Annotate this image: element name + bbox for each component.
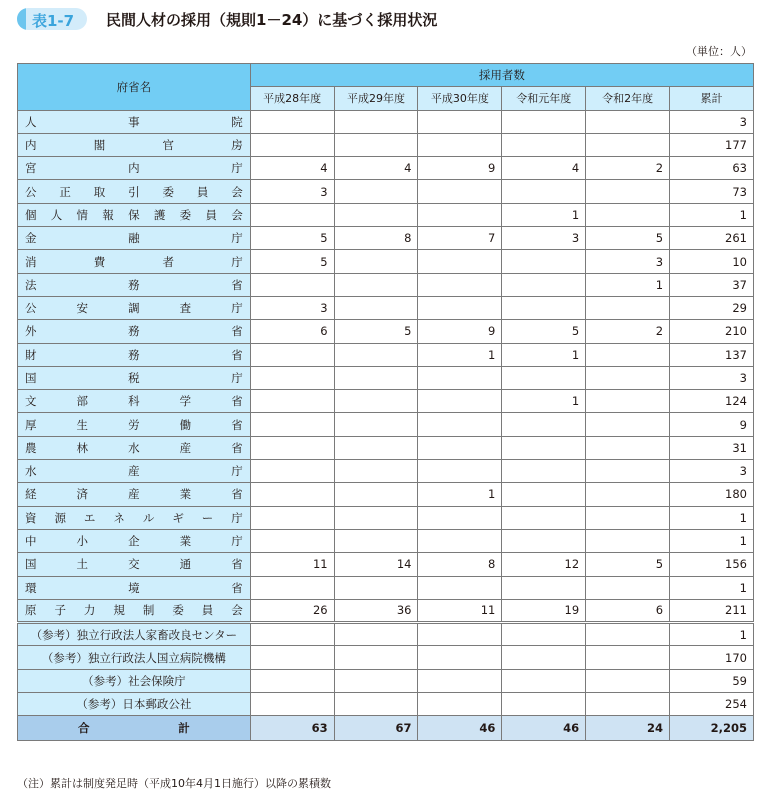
value-cell: 46 (418, 716, 502, 741)
value-cell (586, 343, 670, 366)
value-cell (250, 390, 334, 413)
ministry-name: 中小企業庁 (18, 529, 251, 552)
value-cell (418, 623, 502, 646)
value-cell (586, 693, 670, 716)
value-cell: 180 (670, 483, 754, 506)
value-cell: 1 (502, 390, 586, 413)
value-cell (502, 529, 586, 552)
value-cell (502, 623, 586, 646)
value-cell (502, 506, 586, 529)
value-cell (502, 273, 586, 296)
value-cell: 46 (502, 716, 586, 741)
value-cell: 37 (670, 273, 754, 296)
value-cell (334, 133, 418, 156)
value-cell (502, 133, 586, 156)
table-row (18, 320, 754, 343)
value-cell: 2 (586, 320, 670, 343)
table-row (18, 436, 754, 459)
value-cell (586, 133, 670, 156)
value-cell: 6 (586, 599, 670, 622)
value-cell (334, 623, 418, 646)
value-cell: 3 (670, 460, 754, 483)
value-cell (418, 273, 502, 296)
table-row (18, 623, 754, 646)
table-row (18, 203, 754, 226)
value-cell (250, 529, 334, 552)
ministry-name: 合計 (18, 716, 251, 741)
ministry-name: 原子力規制委員会 (18, 599, 251, 622)
value-cell: 6 (250, 320, 334, 343)
value-cell (418, 390, 502, 413)
value-cell (502, 413, 586, 436)
header-col: 平成30年度 (418, 87, 502, 110)
value-cell (250, 110, 334, 133)
value-cell (586, 296, 670, 319)
ministry-name: 文部科学省 (18, 390, 251, 413)
table-row (18, 669, 754, 692)
unit-label: （単位：人） (686, 45, 752, 58)
value-cell (250, 203, 334, 226)
value-cell: 1 (670, 529, 754, 552)
header-recruits: 採用者数 (250, 64, 753, 87)
ministry-name: 国税庁 (18, 366, 251, 389)
ministry-name: 公正取引委員会 (18, 180, 251, 203)
value-cell: 24 (586, 716, 670, 741)
ministry-name: 宮内庁 (18, 157, 251, 180)
value-cell: 1 (502, 343, 586, 366)
table-row (18, 343, 754, 366)
value-cell (334, 506, 418, 529)
value-cell (586, 646, 670, 669)
value-cell (250, 460, 334, 483)
value-cell: 5 (250, 250, 334, 273)
value-cell (502, 250, 586, 273)
value-cell: 1 (670, 576, 754, 599)
value-cell (334, 296, 418, 319)
value-cell (418, 529, 502, 552)
header-col: 令和2年度 (586, 87, 670, 110)
value-cell (418, 296, 502, 319)
value-cell: 210 (670, 320, 754, 343)
value-cell: 254 (670, 693, 754, 716)
value-cell (586, 413, 670, 436)
ministry-name: 水産庁 (18, 460, 251, 483)
table-row (18, 553, 754, 576)
value-cell (334, 693, 418, 716)
value-cell (250, 483, 334, 506)
value-cell (250, 576, 334, 599)
value-cell (586, 529, 670, 552)
value-cell: 7 (418, 227, 502, 250)
value-cell: 11 (418, 599, 502, 622)
value-cell (334, 366, 418, 389)
value-cell (334, 529, 418, 552)
value-cell (418, 576, 502, 599)
value-cell: 1 (670, 506, 754, 529)
value-cell: 1 (502, 203, 586, 226)
value-cell (334, 646, 418, 669)
ministry-name: 金融庁 (18, 227, 251, 250)
value-cell: 2,205 (670, 716, 754, 741)
ministry-name: 財務省 (18, 343, 251, 366)
ministry-name: 農林水産省 (18, 436, 251, 459)
header-col: 平成29年度 (334, 87, 418, 110)
table-number: 表1-7 (32, 12, 75, 30)
ministry-name: 人事院 (18, 110, 251, 133)
table-row (18, 180, 754, 203)
value-cell (586, 623, 670, 646)
value-cell (418, 250, 502, 273)
table-row (18, 506, 754, 529)
value-cell: 1 (418, 483, 502, 506)
ministry-name: 個人情報保護委員会 (18, 203, 251, 226)
value-cell (250, 273, 334, 296)
value-cell: 11 (250, 553, 334, 576)
value-cell: 1 (670, 623, 754, 646)
ministry-name: 国土交通省 (18, 553, 251, 576)
value-cell: 1 (670, 203, 754, 226)
value-cell (334, 436, 418, 459)
value-cell (586, 436, 670, 459)
value-cell (502, 180, 586, 203)
table-row (18, 227, 754, 250)
ministry-name: 外務省 (18, 320, 251, 343)
value-cell (334, 110, 418, 133)
value-cell (502, 436, 586, 459)
value-cell (250, 133, 334, 156)
value-cell (418, 506, 502, 529)
value-cell (250, 366, 334, 389)
table-row (18, 599, 754, 622)
value-cell (418, 110, 502, 133)
value-cell: 4 (250, 157, 334, 180)
value-cell: 137 (670, 343, 754, 366)
value-cell (586, 483, 670, 506)
value-cell: 12 (502, 553, 586, 576)
value-cell: 3 (502, 227, 586, 250)
value-cell (586, 576, 670, 599)
value-cell (418, 133, 502, 156)
table-row (18, 576, 754, 599)
ministry-name: 法務省 (18, 273, 251, 296)
value-cell: 3 (250, 296, 334, 319)
value-cell: 10 (670, 250, 754, 273)
page-title: 民間人材の採用（規則1－24）に基づく採用状況 (106, 11, 438, 29)
value-cell (586, 203, 670, 226)
value-cell: 1 (418, 343, 502, 366)
value-cell (334, 390, 418, 413)
value-cell (334, 413, 418, 436)
table-row (18, 460, 754, 483)
ministry-name: （参考）独立行政法人国立病院機構 (18, 646, 251, 669)
value-cell (418, 693, 502, 716)
value-cell: 211 (670, 599, 754, 622)
value-cell (502, 576, 586, 599)
value-cell: 3 (670, 110, 754, 133)
table-row (18, 296, 754, 319)
value-cell (250, 669, 334, 692)
ministry-name: 内閣官房 (18, 133, 251, 156)
value-cell: 73 (670, 180, 754, 203)
value-cell (502, 669, 586, 692)
value-cell: 261 (670, 227, 754, 250)
value-cell (250, 343, 334, 366)
ministry-name: （参考）日本郵政公社 (18, 693, 251, 716)
value-cell: 14 (334, 553, 418, 576)
value-cell: 31 (670, 436, 754, 459)
value-cell: 8 (418, 553, 502, 576)
table-row (18, 250, 754, 273)
table-row (18, 110, 754, 133)
value-cell (586, 390, 670, 413)
value-cell (418, 180, 502, 203)
value-cell: 5 (586, 553, 670, 576)
value-cell: 3 (670, 366, 754, 389)
value-cell: 9 (670, 413, 754, 436)
value-cell: 170 (670, 646, 754, 669)
ministry-name: 公安調査庁 (18, 296, 251, 319)
value-cell (250, 413, 334, 436)
value-cell (250, 646, 334, 669)
value-cell (334, 483, 418, 506)
value-cell: 67 (334, 716, 418, 741)
value-cell: 9 (418, 320, 502, 343)
value-cell (334, 460, 418, 483)
value-cell: 59 (670, 669, 754, 692)
value-cell: 1 (586, 273, 670, 296)
ministry-name: （参考）独立行政法人家畜改良センター (18, 623, 251, 646)
value-cell (250, 693, 334, 716)
value-cell: 9 (418, 157, 502, 180)
value-cell: 124 (670, 390, 754, 413)
value-cell (502, 366, 586, 389)
table-number-badge (17, 8, 87, 30)
value-cell: 3 (250, 180, 334, 203)
header-col: 令和元年度 (502, 87, 586, 110)
value-cell: 63 (250, 716, 334, 741)
header-ministry: 府省名 (18, 64, 251, 111)
table-row (18, 133, 754, 156)
ministry-name: 厚生労働省 (18, 413, 251, 436)
value-cell (586, 110, 670, 133)
value-cell (334, 273, 418, 296)
value-cell: 4 (502, 157, 586, 180)
value-cell: 5 (502, 320, 586, 343)
table-row (18, 693, 754, 716)
value-cell (586, 366, 670, 389)
value-cell (334, 576, 418, 599)
value-cell (250, 506, 334, 529)
value-cell: 8 (334, 227, 418, 250)
value-cell: 156 (670, 553, 754, 576)
value-cell (334, 203, 418, 226)
value-cell: 5 (250, 227, 334, 250)
value-cell (418, 203, 502, 226)
value-cell (586, 669, 670, 692)
table-row (18, 273, 754, 296)
value-cell (502, 296, 586, 319)
table-row (18, 413, 754, 436)
value-cell: 3 (586, 250, 670, 273)
value-cell: 5 (334, 320, 418, 343)
value-cell (502, 646, 586, 669)
ministry-name: 資源エネルギー庁 (18, 506, 251, 529)
recruitment-table (17, 63, 754, 741)
value-cell (502, 693, 586, 716)
value-cell: 177 (670, 133, 754, 156)
value-cell (334, 669, 418, 692)
value-cell: 63 (670, 157, 754, 180)
value-cell: 26 (250, 599, 334, 622)
header-col: 平成28年度 (250, 87, 334, 110)
ministry-name: 経済産業省 (18, 483, 251, 506)
value-cell (334, 180, 418, 203)
value-cell (586, 180, 670, 203)
value-cell: 19 (502, 599, 586, 622)
value-cell (502, 110, 586, 133)
table-row (18, 157, 754, 180)
table-row (18, 366, 754, 389)
table-row (18, 390, 754, 413)
ministry-name: （参考）社会保険庁 (18, 669, 251, 692)
value-cell (250, 436, 334, 459)
header-col: 累計 (670, 87, 754, 110)
value-cell (418, 646, 502, 669)
value-cell (502, 460, 586, 483)
total-row (18, 716, 754, 741)
value-cell (418, 413, 502, 436)
value-cell (502, 483, 586, 506)
value-cell: 4 (334, 157, 418, 180)
value-cell (334, 250, 418, 273)
footnote: （注）累計は制度発足時（平成10年4月1日施行）以降の累積数 (17, 777, 331, 790)
value-cell: 29 (670, 296, 754, 319)
table-row (18, 646, 754, 669)
value-cell: 5 (586, 227, 670, 250)
ministry-name: 環境省 (18, 576, 251, 599)
value-cell (418, 669, 502, 692)
value-cell (586, 460, 670, 483)
table-row (18, 483, 754, 506)
value-cell: 2 (586, 157, 670, 180)
value-cell (418, 460, 502, 483)
value-cell (418, 436, 502, 459)
value-cell (586, 506, 670, 529)
ministry-name: 消費者庁 (18, 250, 251, 273)
table-row (18, 529, 754, 552)
value-cell (250, 623, 334, 646)
value-cell (418, 366, 502, 389)
value-cell (334, 343, 418, 366)
value-cell: 36 (334, 599, 418, 622)
